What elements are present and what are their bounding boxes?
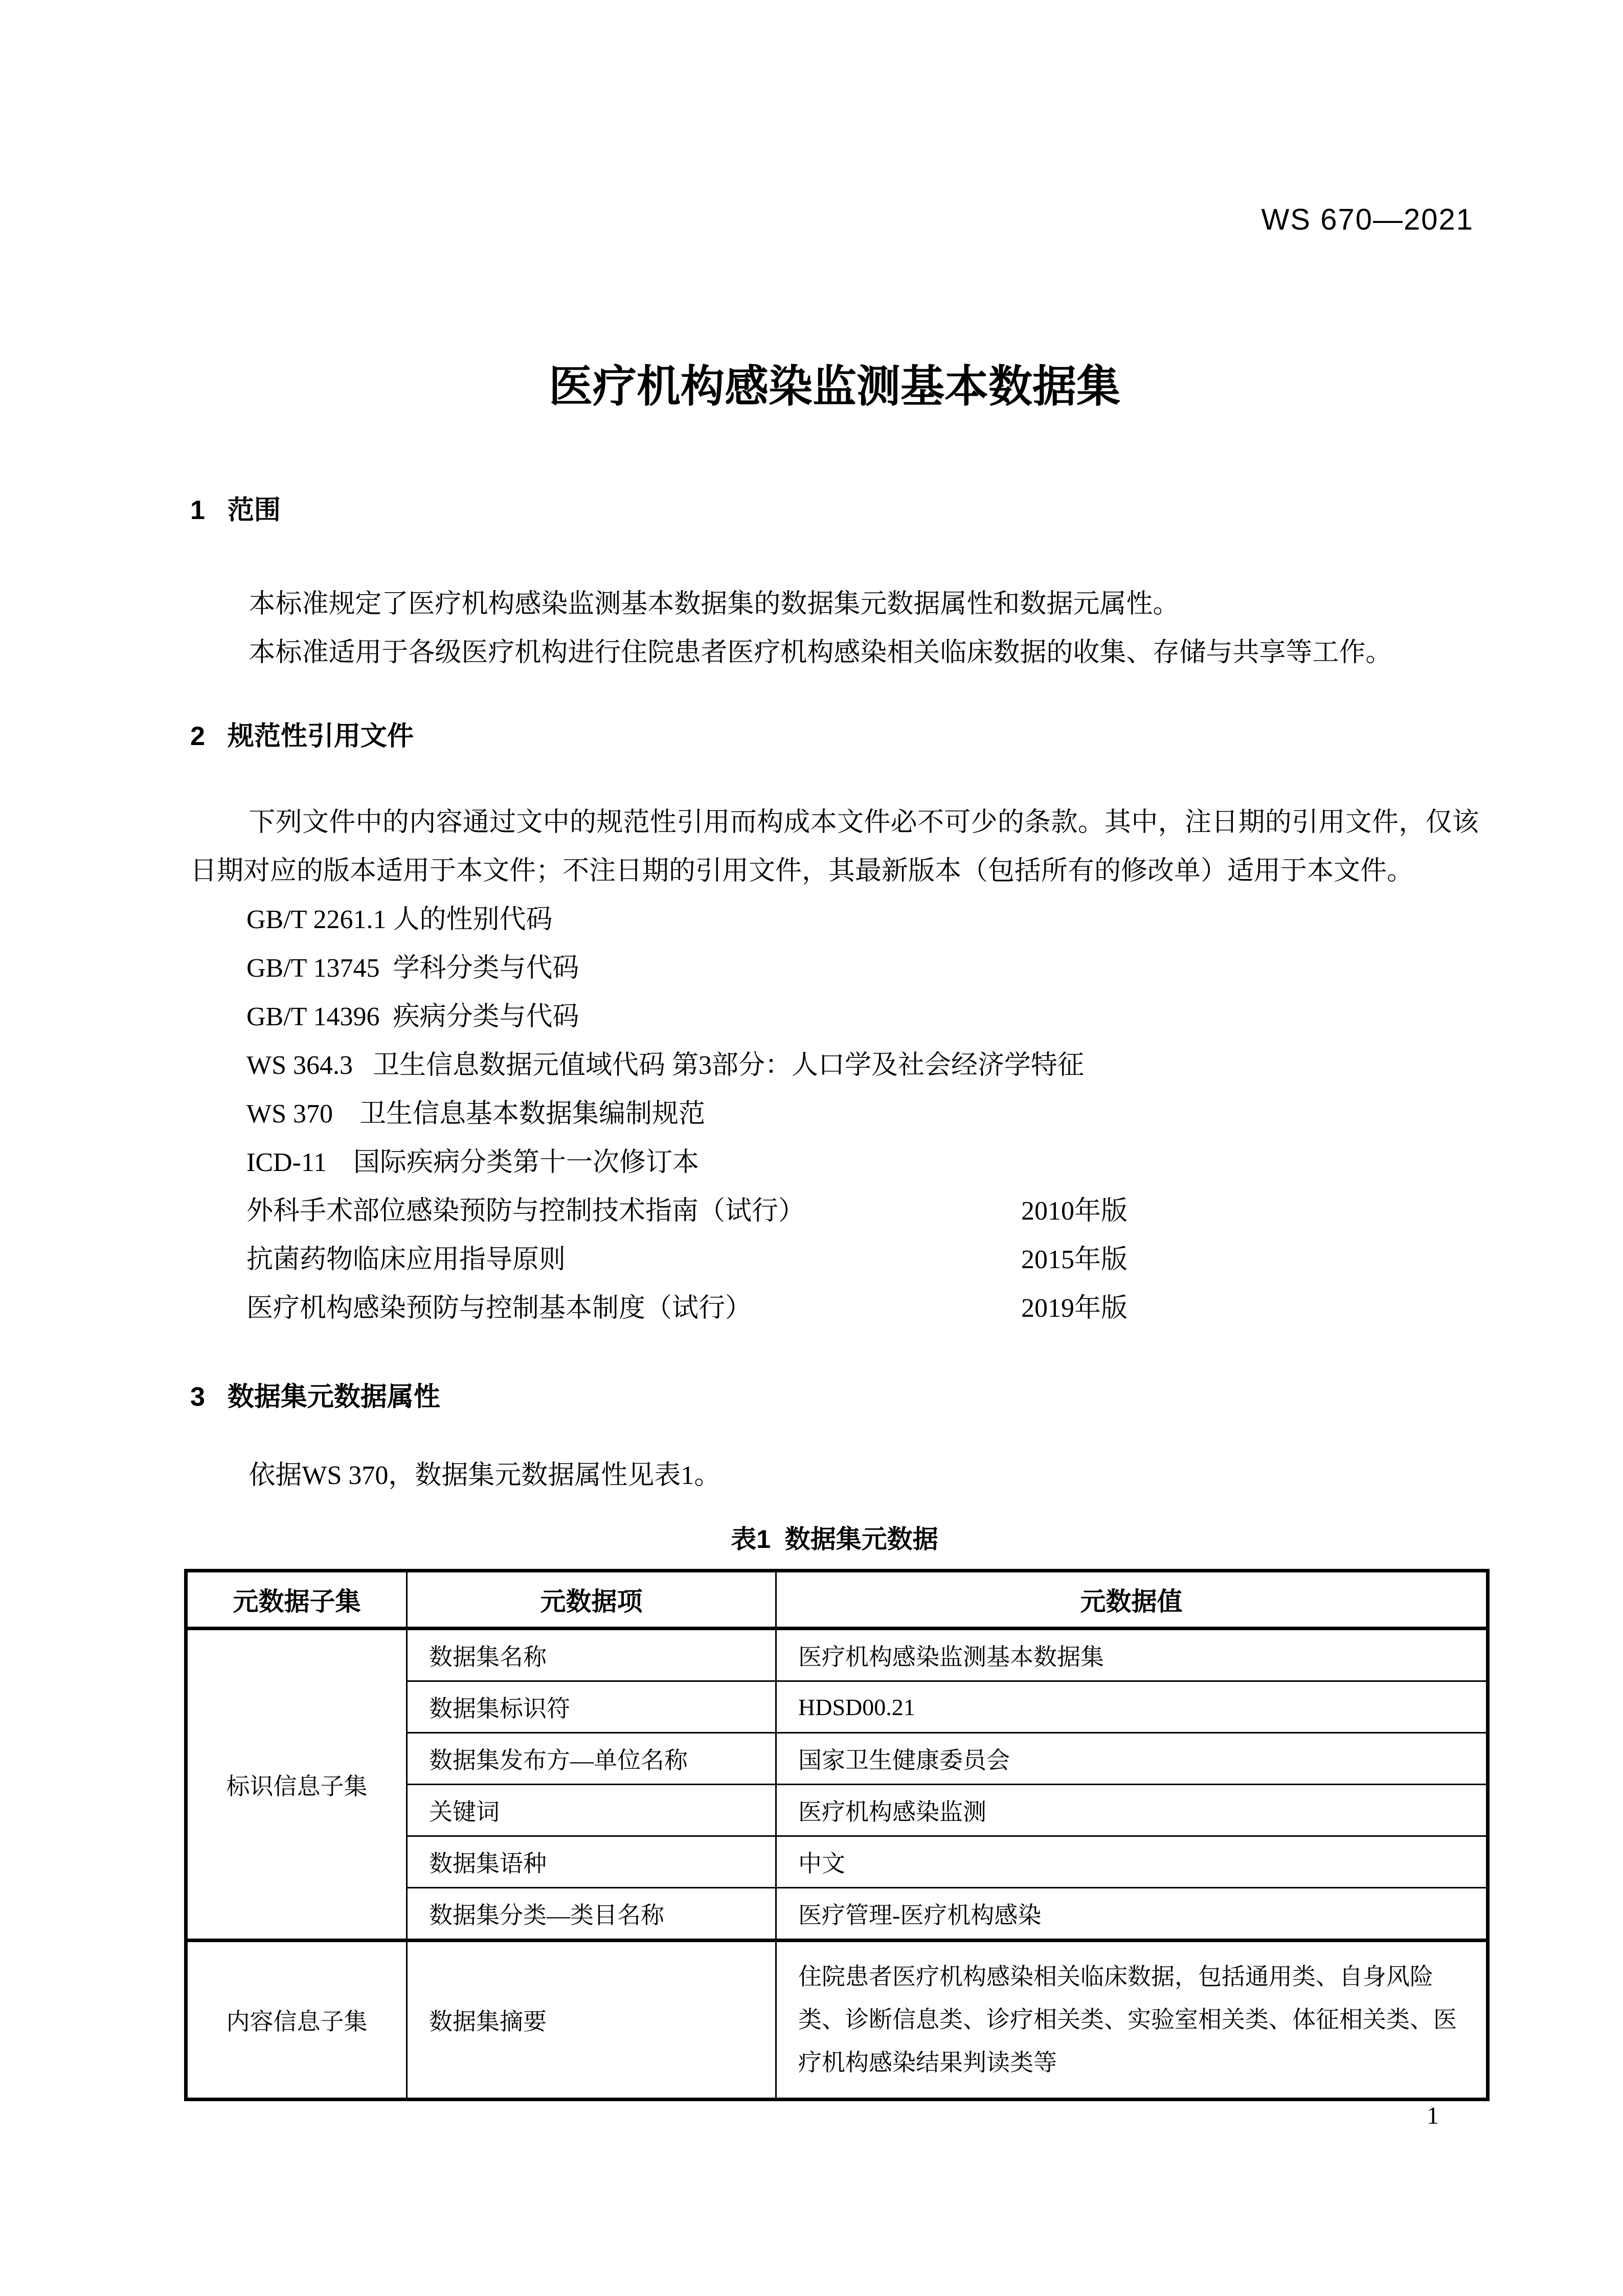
subset-cell-content: 内容信息子集 xyxy=(186,1941,407,2100)
reference-year: 2019年版 xyxy=(1021,1294,1128,1323)
section-2-heading xyxy=(190,721,1479,752)
section-1-heading xyxy=(190,494,1479,526)
header-cell-value: 元数据值 xyxy=(776,1571,1488,1629)
section-1-body xyxy=(190,580,1479,677)
section-2-body xyxy=(190,798,1479,895)
reference-year: 2015年版 xyxy=(1021,1245,1128,1274)
item-cell: 数据集语种 xyxy=(407,1836,776,1888)
metadata-table xyxy=(184,1569,1490,2101)
item-cell: 数据集标识符 xyxy=(407,1681,776,1733)
scope-paragraph-1: 本标准规定了医疗机构感染监测基本数据集的数据集元数据属性和数据元属性。 xyxy=(249,590,1180,619)
value-cell: 国家卫生健康委员会 xyxy=(776,1733,1488,1785)
item-cell: 数据集发布方—单位名称 xyxy=(407,1733,776,1785)
reference-year: 2010年版 xyxy=(1021,1197,1128,1226)
reference-item-dated xyxy=(246,1235,1479,1284)
reference-item-dated xyxy=(246,1284,1479,1333)
reference-item: ICD-11 国际疾病分类第十一次修订本 xyxy=(246,1148,699,1177)
table-row xyxy=(186,1629,1488,1681)
reference-item: WS 370 卫生信息基本数据集编制规范 xyxy=(246,1099,706,1129)
value-cell: 医疗管理-医疗机构感染 xyxy=(776,1888,1488,1941)
value-cell: HDSD00.21 xyxy=(776,1681,1488,1733)
header-cell-subset: 元数据子集 xyxy=(186,1571,407,1629)
reference-name: 外科手术部位感染预防与控制技术指南（试行） xyxy=(246,1197,805,1226)
item-cell: 数据集摘要 xyxy=(407,1941,776,2100)
reference-item: WS 364.3 卫生信息数据元值域代码 第3部分：人口学及社会经济学特征 xyxy=(246,1051,1085,1080)
section-3-title: 数据集元数据属性 xyxy=(227,1382,440,1412)
normative-references-intro: 下列文件中的内容通过文中的规范性引用而构成本文件必不可少的条款。其中，注日期的引用文件，仅该日期对应的版本适用于本文件；不注日期的引用文件，其最新版本（包括所有的修改单）适用于本文件。 xyxy=(190,808,1479,886)
document-content xyxy=(190,0,1479,2101)
reference-item: GB/T 14396 疾病分类与代码 xyxy=(246,1002,579,1031)
table-header-row xyxy=(186,1571,1488,1629)
section-1-title: 范围 xyxy=(227,496,281,525)
scope-paragraph-2: 本标准适用于各级医疗机构进行住院患者医疗机构感染相关临床数据的收集、存储与共享等工作。 xyxy=(249,638,1392,667)
section-1-number: 1 xyxy=(190,496,205,525)
metadata-intro-paragraph: 依据WS 370，数据集元数据属性见表1。 xyxy=(249,1461,721,1490)
reference-item: GB/T 13745 学科分类与代码 xyxy=(246,954,579,983)
value-cell: 医疗机构感染监测 xyxy=(776,1785,1488,1836)
value-cell: 中文 xyxy=(776,1836,1488,1888)
document-title: 医疗机构感染监测基本数据集 xyxy=(549,362,1120,411)
header-cell-item: 元数据项 xyxy=(407,1571,776,1629)
subset-cell-identification: 标识信息子集 xyxy=(186,1629,407,1941)
reference-name: 抗菌药物临床应用指导原则 xyxy=(246,1245,566,1274)
section-3-body xyxy=(190,1451,1479,1500)
section-2-title: 规范性引用文件 xyxy=(227,722,414,751)
page-number: 1 xyxy=(1427,2102,1439,2129)
reference-item-dated xyxy=(246,1187,1479,1235)
item-cell: 关键词 xyxy=(407,1785,776,1836)
value-cell: 医疗机构感染监测基本数据集 xyxy=(776,1629,1488,1681)
reference-name: 医疗机构感染预防与控制基本制度（试行） xyxy=(246,1294,752,1323)
table-row xyxy=(186,1941,1488,2100)
item-cell: 数据集分类—类目名称 xyxy=(407,1888,776,1941)
normative-references-list xyxy=(190,895,1479,1333)
section-2-number: 2 xyxy=(190,722,205,751)
section-3-heading xyxy=(190,1381,1479,1413)
item-cell: 数据集名称 xyxy=(407,1629,776,1681)
table-1-caption: 表1 数据集元数据 xyxy=(731,1525,938,1554)
standard-number: WS 670—2021 xyxy=(1261,203,1474,236)
section-3-number: 3 xyxy=(190,1382,205,1412)
reference-item: GB/T 2261.1 人的性别代码 xyxy=(246,905,553,934)
value-cell-summary: 住院患者医疗机构感染相关临床数据，包括通用类、自身风险类、诊断信息类、诊疗相关类、实验室相关类、体征相关类、医疗机构感染结果判读类等 xyxy=(776,1941,1488,2100)
